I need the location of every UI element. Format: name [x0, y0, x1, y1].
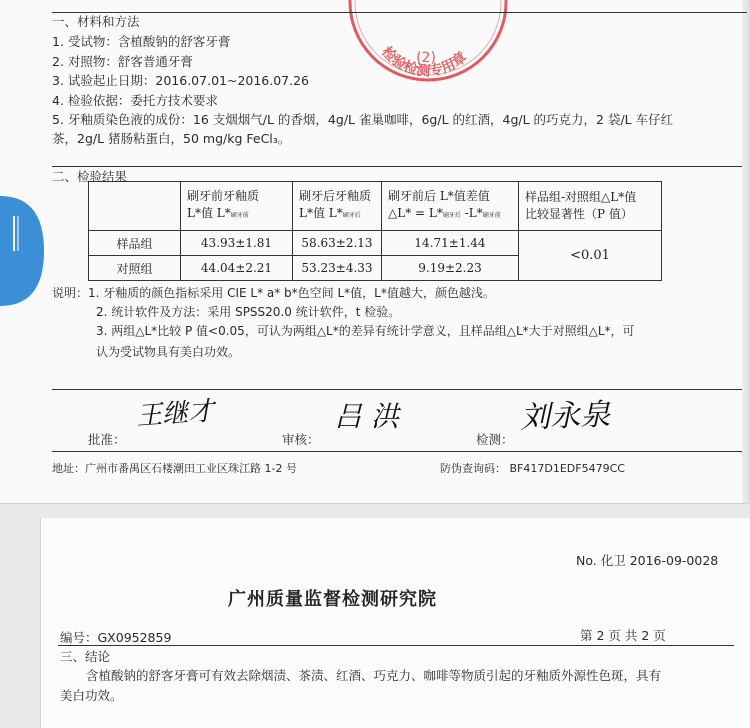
document-number: No. 化卫 2016-09-0028 — [576, 553, 719, 568]
report-page-2 — [40, 518, 750, 728]
cell-after: 53.23±4.33 — [293, 256, 382, 281]
header-after: 刷牙后牙釉质 L*值 L*刷牙后 — [293, 182, 382, 231]
page-edge — [742, 0, 750, 503]
note-1: 说明：1. 牙釉质的颜色指标采用 CIE L* a* b*色空间 L*值，L*值越大，颜色越浅。 — [52, 286, 495, 300]
header-before: 刷牙前牙釉质 L*值 L*刷牙前 — [181, 182, 293, 231]
method-item-1: 1. 受试物：含植酸钠的舒客牙膏 — [52, 34, 231, 49]
method-item-3: 3. 试验起止日期：2016.07.01~2016.07.26 — [52, 73, 310, 88]
section-1-heading: 一、材料和方法 — [52, 14, 140, 29]
stamp-text: 检验检测专用章 — [378, 43, 471, 80]
header-corner — [89, 182, 181, 231]
stamp-number: (2) — [416, 50, 436, 66]
method-item-2: 2. 对照物：舒客普通牙膏 — [52, 54, 193, 69]
footer-divider — [52, 451, 742, 452]
review-label: 审核： — [282, 432, 320, 447]
address: 地址：广州市番禺区石楼潮田工业区珠江路 1-2 号 — [52, 462, 297, 475]
conclusion-line-1: 含植酸钠的舒客牙膏可有效去除烟渍、茶渍、红酒、巧克力、咖啡等物质引起的牙釉质外源性色斑，具有 — [86, 668, 662, 683]
method-item-4: 4. 检验依据：委托方技术要求 — [52, 93, 218, 108]
conclusion-line-2: 美白功效。 — [60, 688, 123, 703]
note-2: 2. 统计软件及方法：采用 SPSS20.0 统计软件，t 检验。 — [96, 305, 401, 319]
row-label-sample: 样品组 — [89, 231, 181, 256]
note-3-cont: 认为受试物具有美白功效。 — [96, 345, 241, 359]
cell-diff: 9.19±2.23 — [382, 256, 519, 281]
review-signature: 吕 洪 — [334, 400, 399, 433]
serial-number: 编号：GX0952859 — [60, 630, 172, 645]
results-table — [88, 181, 662, 281]
section-3-heading: 三、结论 — [60, 649, 111, 664]
side-tab-marker — [0, 196, 44, 306]
row-label-control: 对照组 — [89, 256, 181, 281]
page-info: 第 2 页 共 2 页 — [580, 628, 666, 643]
institute-title: 广州质量监督检测研究院 — [228, 589, 437, 610]
test-signature: 刘永泉 — [519, 397, 611, 436]
cell-after: 58.63±2.13 — [293, 231, 382, 256]
page2-divider — [58, 645, 734, 646]
cell-before: 44.04±2.21 — [181, 256, 293, 281]
table-header-row — [89, 182, 662, 231]
top-divider — [52, 12, 747, 13]
section-2-heading: 二、检验结果 — [52, 169, 128, 184]
note-3: 3. 两组△L*比较 P 值<0.05，可认为两组△L*的差异有统计学意义，且样品组△L*大于对照组△L*，可 — [96, 324, 635, 338]
method-item-5-cont: 茶，2g/L 猪肠粘蛋白，50 mg/kg FeCl₃。 — [52, 131, 291, 146]
test-label: 检测： — [476, 432, 514, 447]
approve-signature: 王继才 — [135, 396, 216, 432]
page-gap — [0, 503, 750, 518]
cell-p-value: <0.01 — [519, 231, 662, 281]
cell-diff: 14.71±1.44 — [382, 231, 519, 256]
cell-before: 43.93±1.81 — [181, 231, 293, 256]
section-2-divider — [52, 166, 742, 167]
method-item-5: 5. 牙釉质染色液的成份：16 支烟烟气/L 的香烟，4g/L 雀巢咖啡，6g/L 的红酒，4g/L 的巧克力，2 袋/L 车仔红 — [52, 112, 674, 127]
approve-label: 批准： — [88, 432, 126, 447]
table-row — [89, 231, 662, 256]
header-significance: 样品组-对照组△L*值 比较显著性（P 值） — [519, 182, 662, 231]
anticounterfeit-code: 防伪查询码： BF417D1EDF5479CC — [440, 462, 625, 475]
signature-divider — [52, 389, 742, 390]
header-diff: 刷牙前后 L*值差值 △L* = L*刷牙后 -L*刷牙前 — [382, 182, 519, 231]
